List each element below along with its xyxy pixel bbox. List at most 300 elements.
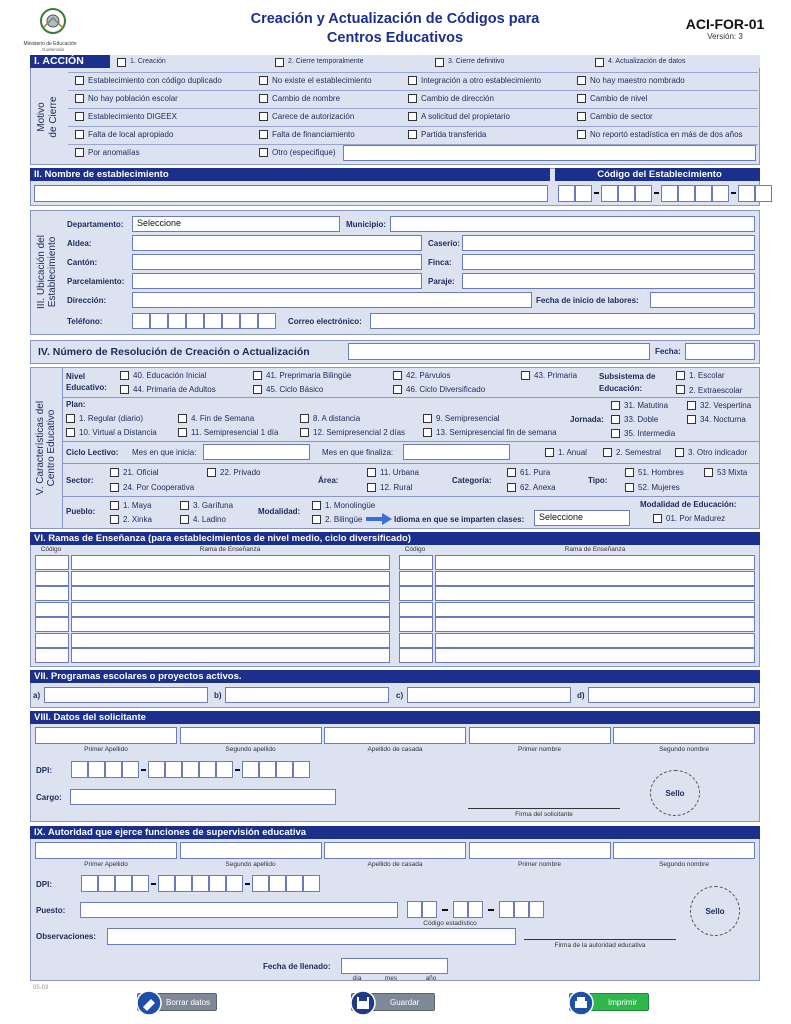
codigo-estadistico-box[interactable] — [529, 901, 544, 918]
autoridad-dpi-box[interactable] — [175, 875, 192, 892]
rama-codigo-cell[interactable] — [35, 617, 69, 632]
reason-label: Carece de autorización — [272, 112, 355, 121]
jornada-option: 32. Vespertina — [700, 401, 752, 410]
autoridad-puesto-input[interactable] — [80, 902, 398, 918]
motivo-label-2: de Cierre — [48, 96, 59, 138]
plan-checkbox[interactable] — [178, 414, 187, 423]
reason-label-otro: Otro (especifique) — [272, 148, 336, 157]
solicitante-name-label: Segundo nombre — [659, 746, 709, 753]
divider — [63, 397, 759, 398]
direccion-input[interactable] — [132, 292, 532, 308]
solicitante-dpi-box[interactable] — [71, 761, 88, 778]
telefono-digit-box[interactable] — [240, 313, 258, 329]
autoridad-dpi-box[interactable] — [209, 875, 226, 892]
nivel-checkbox[interactable] — [120, 385, 129, 394]
action-label-4: 4. Actualización de datos — [608, 58, 686, 65]
rama-nombre-cell[interactable] — [435, 648, 755, 663]
nivel-option: 41. Preprimaria Bilingüe — [266, 371, 352, 380]
reason-checkbox[interactable] — [259, 94, 268, 103]
imprimir-label: Imprimir — [608, 998, 637, 1007]
solicitante-cargo-input[interactable] — [70, 789, 336, 805]
solicitante-dpi-box[interactable] — [165, 761, 182, 778]
codigo-estadistico-box[interactable] — [422, 901, 437, 918]
codigo-digit-box[interactable] — [755, 185, 772, 202]
rama-codigo-cell[interactable] — [35, 555, 69, 570]
plan-checkbox[interactable] — [300, 414, 309, 423]
canton-input[interactable] — [132, 254, 422, 270]
telefono-digit-box[interactable] — [168, 313, 186, 329]
modalidad-label: Modalidad: — [258, 507, 301, 516]
autoridad-name-input[interactable] — [35, 842, 177, 859]
telefono-digit-box[interactable] — [132, 313, 150, 329]
sector-checkbox-21[interactable] — [110, 468, 119, 477]
ubicacion-label: III. Ubicación del — [36, 235, 47, 309]
grid-line — [68, 126, 758, 127]
ciclo-option-3: 3. Otro indicador — [688, 448, 748, 457]
title-line-2: Centros Educativos — [326, 30, 464, 46]
rama-nombre-cell[interactable] — [71, 555, 390, 570]
autoridad-name-label: Primer Apellido — [84, 861, 128, 868]
reason-checkbox[interactable] — [75, 130, 84, 139]
rama-nombre-cell[interactable] — [435, 586, 755, 601]
form-title — [200, 10, 590, 48]
reason-checkbox[interactable] — [577, 112, 586, 121]
codigo-digit-box[interactable] — [558, 185, 575, 202]
jornada-checkbox[interactable] — [611, 429, 620, 438]
mes-finaliza-input[interactable] — [403, 444, 510, 460]
divider — [63, 496, 759, 497]
ciclo-checkbox-3[interactable] — [675, 448, 684, 457]
rama-codigo-cell[interactable] — [35, 648, 69, 663]
eraser-icon — [136, 990, 162, 1016]
autoridad-sello-label: Sello — [705, 907, 725, 916]
plan-checkbox[interactable] — [178, 428, 187, 437]
correo-label: Correo electrónico: — [288, 317, 362, 326]
solicitante-name-input[interactable] — [613, 727, 755, 744]
categoria-checkbox-61[interactable] — [507, 468, 516, 477]
autoridad-name-label: Primer nombre — [518, 861, 561, 868]
rama-codigo-cell[interactable] — [35, 633, 69, 648]
pueblo-option-1: 1. Maya — [123, 501, 152, 510]
madurez-checkbox[interactable] — [653, 514, 662, 523]
reason-label: Cambio de nombre — [272, 94, 341, 103]
autoridad-dpi-label: DPI: — [36, 880, 52, 889]
codigo-digit-box[interactable] — [738, 185, 755, 202]
solicitante-dpi-box[interactable] — [276, 761, 293, 778]
section-autoridad-title: IX. Autoridad que ejerce funciones de supervisión educativa — [30, 826, 760, 839]
rama-codigo-cell[interactable] — [399, 602, 433, 617]
autoridad-dpi-box[interactable] — [132, 875, 149, 892]
plan-option: 12. Semipresencial 2 días — [313, 428, 406, 437]
action-checkbox-2[interactable] — [275, 58, 284, 67]
subsistema-checkbox-2[interactable] — [676, 385, 685, 394]
reason-checkbox[interactable] — [577, 76, 586, 85]
codigo-estadistico-box[interactable] — [514, 901, 529, 918]
jornada-option: 34. Nocturna — [700, 415, 746, 424]
rama-codigo-cell[interactable] — [399, 586, 433, 601]
area-label: Área: — [318, 476, 339, 485]
rama-codigo-cell[interactable] — [35, 586, 69, 601]
fecha-llenado-label: Fecha de llenado: — [263, 962, 331, 971]
autoridad-name-input[interactable] — [613, 842, 755, 859]
solicitante-dpi-box[interactable] — [242, 761, 259, 778]
autoridad-name-input[interactable] — [180, 842, 322, 859]
plan-checkbox[interactable] — [66, 428, 75, 437]
autoridad-dpi-box[interactable] — [286, 875, 303, 892]
action-label-1: 1. Creación — [130, 58, 166, 65]
nivel-checkbox[interactable] — [521, 371, 530, 380]
guardar-button[interactable] — [351, 993, 435, 1011]
reason-checkbox[interactable] — [408, 94, 417, 103]
arrow-right-icon — [366, 513, 392, 525]
pueblo-checkbox-4[interactable] — [180, 515, 189, 524]
tipo-label: Tipo: — [588, 476, 608, 485]
telefono-label: Teléfono: — [67, 317, 103, 326]
grid-line — [68, 90, 758, 91]
action-checkbox-1[interactable] — [117, 58, 126, 67]
reason-checkbox[interactable] — [259, 130, 268, 139]
sector-checkbox-22[interactable] — [207, 468, 216, 477]
tipo-checkbox-51[interactable] — [625, 468, 634, 477]
rama-codigo-cell[interactable] — [35, 602, 69, 617]
codigo-estadistico-box[interactable] — [453, 901, 468, 918]
rama-nombre-cell[interactable] — [71, 633, 390, 648]
autoridad-dpi-box[interactable] — [269, 875, 286, 892]
nivel-checkbox[interactable] — [253, 385, 262, 394]
caserio-label: Caserío: — [428, 239, 461, 248]
nivel-checkbox[interactable] — [253, 371, 262, 380]
codigo-digit-box[interactable] — [712, 185, 729, 202]
sector-option-22: 22. Privado — [220, 468, 261, 477]
plan-option: 13. Semipresencial fin de semana — [436, 428, 557, 437]
reason-checkbox[interactable] — [75, 94, 84, 103]
codigo-digit-box[interactable] — [601, 185, 618, 202]
reason-label: No hay población escolar — [88, 94, 178, 103]
programa-d-input[interactable] — [588, 687, 755, 703]
nombre-establecimiento-input[interactable] — [34, 185, 548, 202]
municipio-input[interactable] — [390, 216, 755, 232]
correo-input[interactable] — [370, 313, 755, 329]
country-name: Guatemala — [41, 47, 64, 52]
codigo-estadistico-box[interactable] — [468, 901, 483, 918]
categoria-checkbox-62[interactable] — [507, 483, 516, 492]
codigo-digit-box[interactable] — [575, 185, 592, 202]
nivel-checkbox[interactable] — [393, 371, 402, 380]
programa-label-a: a) — [33, 691, 41, 700]
section-solicitante-title: VIII. Datos del solicitante — [30, 711, 760, 724]
rama-nombre-cell[interactable] — [435, 571, 755, 586]
grid-line — [68, 144, 758, 145]
nivel-option: 42. Párvulos — [406, 371, 451, 380]
plan-checkbox[interactable] — [66, 414, 75, 423]
ministry-name: Ministerio de Educación — [23, 41, 77, 47]
autoridad-dpi-box[interactable] — [158, 875, 175, 892]
fecha-inicio-input[interactable] — [650, 292, 755, 308]
rama-codigo-cell[interactable] — [35, 571, 69, 586]
tipo-option-52: 52. Mujeres — [638, 483, 680, 492]
reason-checkbox[interactable] — [75, 112, 84, 121]
motivo-side — [34, 72, 64, 162]
pueblo-checkbox-1[interactable] — [110, 501, 119, 510]
ciclo-option-2: 2. Semestral — [616, 448, 661, 457]
codigo-digit-box[interactable] — [635, 185, 652, 202]
ciclo-checkbox-2[interactable] — [603, 448, 612, 457]
solicitante-sello — [650, 770, 700, 816]
resolucion-input[interactable] — [348, 343, 650, 360]
pueblo-option-4: 4. Ladino — [193, 515, 226, 524]
ministry-logo — [23, 6, 78, 52]
reason-label: Cambio de dirección — [421, 94, 494, 103]
reason-checkbox[interactable] — [577, 130, 586, 139]
telefono-digit-box[interactable] — [186, 313, 204, 329]
area-option-11: 11. Urbana — [380, 468, 419, 477]
dash — [151, 883, 156, 885]
reason-checkbox[interactable] — [75, 76, 84, 85]
reason-checkbox[interactable] — [577, 94, 586, 103]
guardar-label: Guardar — [390, 998, 420, 1007]
solicitante-dpi-box[interactable] — [122, 761, 139, 778]
jornada-option: 35. Intermedia — [624, 429, 676, 438]
grid-line — [68, 72, 758, 73]
programa-c-input[interactable] — [407, 687, 571, 703]
autoridad-dpi-box[interactable] — [98, 875, 115, 892]
programa-label-d: d) — [577, 691, 585, 700]
ubicacion-side — [32, 212, 62, 332]
rama-nombre-cell[interactable] — [435, 617, 755, 632]
modalidad-option-2: 2. Bilingüe — [325, 515, 363, 524]
nivel-checkbox[interactable] — [120, 371, 129, 380]
divider — [63, 441, 759, 442]
codigo-digit-box[interactable] — [678, 185, 695, 202]
solicitante-name-input[interactable] — [180, 727, 322, 744]
jornada-checkbox[interactable] — [687, 415, 696, 424]
plan-checkbox[interactable] — [423, 428, 432, 437]
solicitante-dpi-box[interactable] — [88, 761, 105, 778]
departamento-label: Departamento: — [67, 220, 124, 229]
reason-checkbox[interactable] — [408, 112, 417, 121]
codigo-digit-box[interactable] — [695, 185, 712, 202]
autoridad-firma-label: Firma de la autoridad educativa — [554, 942, 646, 949]
telefono-digit-box[interactable] — [258, 313, 276, 329]
caserio-input[interactable] — [462, 235, 755, 251]
solicitante-name-label: Segundo apellido — [225, 746, 276, 753]
jornada-checkbox[interactable] — [687, 401, 696, 410]
action-checkbox-3[interactable] — [435, 58, 444, 67]
autoridad-name-label: Apellido de casada — [367, 861, 423, 868]
programa-b-input[interactable] — [225, 687, 389, 703]
section-ramas-title: VI. Ramas de Enseñanza (para establecimientos de nivel medio, ciclo diversificado) — [30, 532, 760, 545]
tipo-checkbox-52[interactable] — [625, 483, 634, 492]
plan-option: 10. Virtual a Distancia — [79, 428, 157, 437]
nivel-label-2: Educativo: — [66, 383, 107, 392]
dash — [245, 883, 250, 885]
imprimir-button[interactable] — [569, 993, 649, 1011]
solicitante-name-label: Primer Apellido — [84, 746, 128, 753]
reason-checkbox-anomalias[interactable] — [75, 148, 84, 157]
dash — [654, 192, 659, 194]
reason-label: A solicitud del propietario — [421, 112, 510, 121]
nivel-option: 40. Educación Inicial — [133, 371, 207, 380]
pueblo-checkbox-3[interactable] — [180, 501, 189, 510]
reason-checkbox[interactable] — [259, 112, 268, 121]
mes-inicia-label: Mes en que inicia: — [132, 448, 197, 457]
pueblo-option-2: 2. Xinka — [123, 515, 152, 524]
dash — [141, 769, 146, 771]
mes-finaliza-label: Mes en que finaliza: — [322, 448, 394, 457]
resolucion-fecha-input[interactable] — [685, 343, 755, 360]
plan-option: 4. Fin de Semana — [191, 414, 255, 423]
autoridad-dpi-box[interactable] — [81, 875, 98, 892]
autoridad-dpi-box[interactable] — [252, 875, 269, 892]
jornada-checkbox[interactable] — [611, 401, 620, 410]
telefono-digit-box[interactable] — [222, 313, 240, 329]
solicitante-dpi-box[interactable] — [105, 761, 122, 778]
fecha-dia-label: día — [352, 975, 362, 982]
idioma-select[interactable] — [534, 510, 630, 526]
rama-col-left: Rama de Enseñanza — [199, 546, 261, 553]
rama-nombre-cell[interactable] — [71, 602, 390, 617]
parcelamiento-label: Parcelamiento: — [67, 277, 125, 286]
codigo-estadistico-box[interactable] — [499, 901, 514, 918]
solicitante-name-input[interactable] — [324, 727, 466, 744]
modalidad-option-1: 1. Monolingüe — [325, 501, 376, 510]
modalidad-checkbox-1[interactable] — [312, 501, 321, 510]
autoridad-dpi-box[interactable] — [303, 875, 320, 892]
tipo-checkbox-53[interactable] — [704, 468, 713, 477]
plan-checkbox[interactable] — [300, 428, 309, 437]
solicitante-firma-line — [468, 808, 620, 809]
dash — [594, 192, 599, 194]
rama-codigo-cell[interactable] — [399, 617, 433, 632]
plan-checkbox[interactable] — [423, 414, 432, 423]
solicitante-dpi-box[interactable] — [148, 761, 165, 778]
reason-label: Falta de financiamiento — [272, 130, 355, 139]
nivel-checkbox[interactable] — [393, 385, 402, 394]
programa-a-input[interactable] — [44, 687, 208, 703]
action-checkbox-4[interactable] — [595, 58, 604, 67]
modalidad-educacion-label: Modalidad de Educación: — [640, 500, 737, 509]
reason-checkbox[interactable] — [408, 130, 417, 139]
rama-codigo-cell[interactable] — [399, 648, 433, 663]
autoridad-dpi-box[interactable] — [226, 875, 243, 892]
paraje-label: Paraje: — [428, 277, 455, 286]
paraje-input[interactable] — [462, 273, 755, 289]
reason-label: No reportó estadística en más de dos años — [590, 130, 743, 139]
otro-especifique-input[interactable] — [343, 145, 756, 161]
reason-label-anomalias: Por anomalías — [88, 148, 140, 157]
area-checkbox-12[interactable] — [367, 483, 376, 492]
finca-input[interactable] — [462, 254, 755, 270]
subsistema-label-2: Educación: — [599, 384, 643, 393]
dash — [235, 769, 240, 771]
rama-nombre-cell[interactable] — [71, 648, 390, 663]
codigo-col-right: Código — [404, 546, 426, 553]
rama-nombre-cell[interactable] — [435, 633, 755, 648]
programa-label-c: c) — [396, 691, 404, 700]
rama-nombre-cell[interactable] — [71, 617, 390, 632]
borrar-datos-button[interactable] — [137, 993, 217, 1011]
sector-option-24: 24. Por Cooperativa — [123, 483, 195, 492]
solicitante-dpi-box[interactable] — [259, 761, 276, 778]
nivel-option: 43. Primaria — [534, 371, 578, 380]
reason-checkbox[interactable] — [408, 76, 417, 85]
solicitante-dpi-box[interactable] — [216, 761, 233, 778]
jornada-option: 33. Doble — [624, 415, 659, 424]
ciclo-checkbox-1[interactable] — [545, 448, 554, 457]
rama-codigo-cell[interactable] — [399, 571, 433, 586]
autoridad-name-input[interactable] — [469, 842, 611, 859]
finca-label: Finca: — [428, 258, 452, 267]
rama-nombre-cell[interactable] — [71, 571, 390, 586]
autoridad-name-input[interactable] — [324, 842, 466, 859]
area-checkbox-11[interactable] — [367, 468, 376, 477]
autoridad-dpi-box[interactable] — [192, 875, 209, 892]
codigo-digit-box[interactable] — [618, 185, 635, 202]
solicitante-dpi-box[interactable] — [199, 761, 216, 778]
sector-option-21: 21. Oficial — [123, 468, 159, 477]
sector-checkbox-24[interactable] — [110, 483, 119, 492]
autoridad-dpi-box[interactable] — [115, 875, 132, 892]
pueblo-checkbox-2[interactable] — [110, 515, 119, 524]
departamento-select[interactable] — [132, 216, 340, 232]
telefono-digit-box[interactable] — [150, 313, 168, 329]
telefono-digit-box[interactable] — [204, 313, 222, 329]
rama-codigo-cell[interactable] — [399, 633, 433, 648]
solicitante-name-input[interactable] — [469, 727, 611, 744]
rama-nombre-cell[interactable] — [435, 555, 755, 570]
title-line-1: Creación y Actualización de Códigos para — [250, 11, 540, 27]
solicitante-sello-label: Sello — [665, 789, 685, 798]
dash — [731, 192, 736, 194]
autoridad-sello — [690, 886, 740, 936]
parcelamiento-input[interactable] — [132, 273, 422, 289]
solicitante-firma-label: Firma del solicitante — [515, 811, 573, 818]
plan-option: 1. Regular (diario) — [79, 414, 144, 423]
reason-checkbox[interactable] — [259, 76, 268, 85]
motivo-label: Motivo — [36, 102, 47, 132]
jornada-checkbox[interactable] — [611, 415, 620, 424]
reason-label: No hay maestro nombrado — [590, 76, 685, 85]
modalidad-checkbox-2[interactable] — [312, 515, 321, 524]
fecha-llenado-input[interactable] — [341, 958, 448, 974]
codigo-digit-box[interactable] — [661, 185, 678, 202]
side-divider — [62, 368, 63, 528]
form-code: ACI-FOR-01 — [685, 16, 765, 32]
nivel-label: Nivel — [66, 372, 86, 381]
borrar-datos-label: Borrar datos — [166, 998, 211, 1007]
mes-inicia-input[interactable] — [203, 444, 310, 460]
solicitante-dpi-box[interactable] — [182, 761, 199, 778]
rama-nombre-cell[interactable] — [435, 602, 755, 617]
reason-checkbox-otro[interactable] — [259, 148, 268, 157]
grid-line — [68, 108, 758, 109]
aldea-input[interactable] — [132, 235, 422, 251]
observaciones-input[interactable] — [107, 928, 516, 945]
subsistema-checkbox-1[interactable] — [676, 371, 685, 380]
observaciones-label: Observaciones: — [36, 932, 97, 941]
solicitante-dpi-box[interactable] — [293, 761, 310, 778]
plan-option: 11. Semipresencial 1 día — [191, 428, 279, 437]
municipio-label: Municipio: — [346, 220, 386, 229]
rama-codigo-cell[interactable] — [399, 555, 433, 570]
tipo-option-51: 51. Hombres — [638, 468, 684, 477]
dash — [488, 909, 494, 911]
solicitante-name-input[interactable] — [35, 727, 177, 744]
reason-label: Falta de local apropiado — [88, 130, 174, 139]
rama-nombre-cell[interactable] — [71, 586, 390, 601]
codigo-estadistico-box[interactable] — [407, 901, 422, 918]
idioma-label: Idioma en que se imparten clases: — [394, 515, 525, 524]
